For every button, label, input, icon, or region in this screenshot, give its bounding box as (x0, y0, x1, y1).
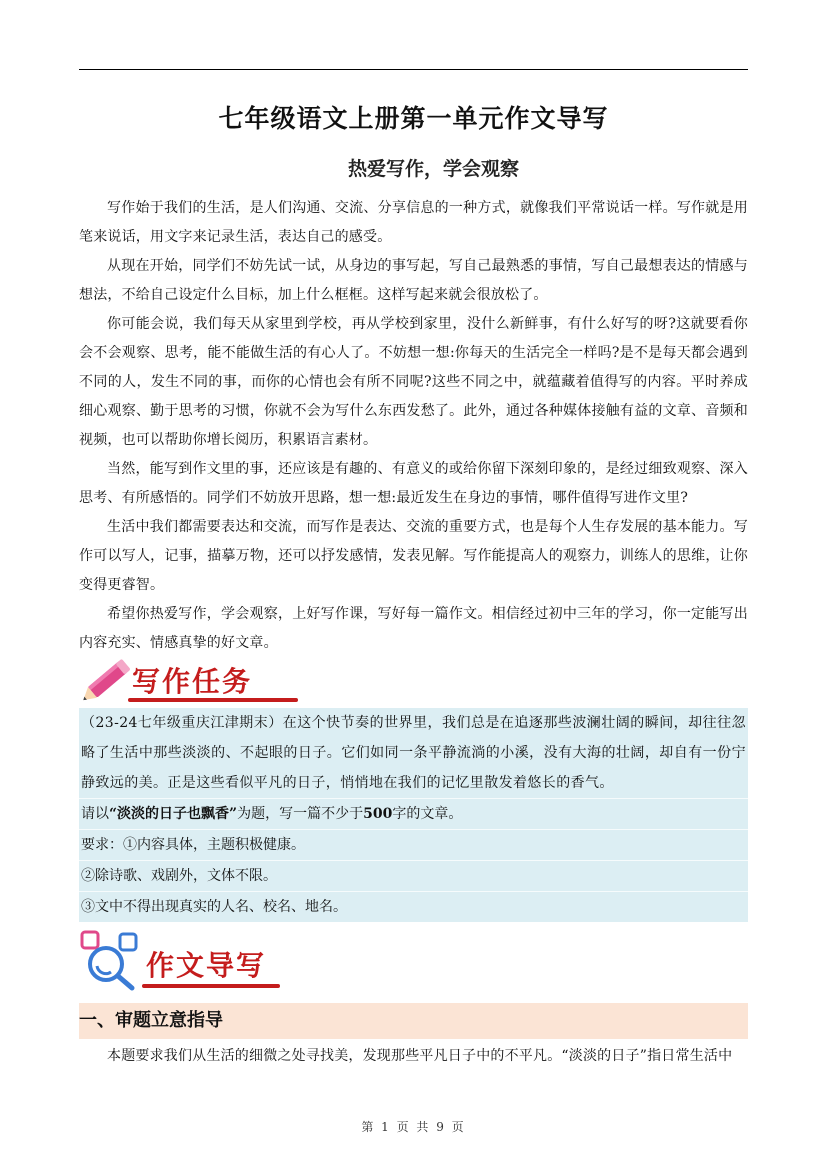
paragraph: 从现在开始，同学们不妨先试一试，从身边的事写起，写自己最熟悉的事情，写自己最想表达的情感与想法，不给自己设定什么目标，加上什么框框。这样写起来就会很放松了。 (79, 258, 748, 303)
requirement-1 (79, 829, 748, 860)
paragraph: 写作始于我们的生活，是人们沟通、交流、分享信息的一种方式，就像我们平常说话一样。写作就是用笔来说话，用文字来记录生活，表达自己的感受。 (79, 200, 748, 245)
writing-task-banner (80, 652, 280, 706)
banner-underline (128, 698, 298, 702)
requirement-2: ②除诗歌、戏剧外，文体不限。 (79, 860, 748, 891)
header-rule (79, 69, 748, 70)
task-intro: （23-24七年级重庆江津期末）在这个快节奏的世界里，我们总是在追逐那些波澜壮阔的瞬间，却往往忽略了生活中那些淡淡的、不起眼的日子。它们如同一条平静流淌的小溪，没有大海的壮阔，却自有一份宁静致远的美。正是这些看似平凡的日子，悄悄地在我们的记忆里散发着悠长的香气。 (79, 708, 748, 798)
prompt-text: 为题，写一篇不少于 (237, 806, 364, 822)
paragraph: 希望你热爱写作，学会观察，上好写作课，写好每一篇作文。相信经过初中三年的学习，你一定能写出内容充实、情感真挚的好文章。 (79, 606, 748, 651)
intro-text (79, 194, 748, 658)
requirement-label: 要求： (81, 837, 123, 853)
page-footer: 第 1 页 共 9 页 (361, 1120, 466, 1134)
banner-underline (142, 984, 280, 988)
prompt-text: 字的文章。 (392, 806, 463, 822)
requirement-3: ③文中不得出现真实的人名、校名、地名。 (79, 891, 748, 922)
task-prompt (79, 798, 748, 829)
page-subtitle: 热爱写作，学会观察 (347, 158, 519, 180)
paragraph: 生活中我们都需要表达和交流，而写作是表达、交流的重要方式，也是每个人生存发展的基本能力。写作可以写人，记事，描摹万物，还可以抒发感情，发表见解。写作能提高人的观察力，训练人的思维，让你变得更睿智。 (79, 519, 748, 593)
banner-title: 写作任务 (132, 665, 253, 698)
guidance-text (79, 1042, 748, 1071)
paragraph: 本题要求我们从生活的细微之处寻找美，发现那些平凡日子中的不平凡。“淡淡的日子”指日常生活中 (107, 1048, 733, 1064)
prompt-text: 请以 (81, 806, 109, 822)
prompt-title: “淡淡的日子也飘香” (109, 806, 238, 822)
task-box (79, 708, 748, 922)
page-title: 七年级语文上册第一单元作文导写 (218, 104, 609, 133)
search-magnifier-icon (80, 930, 142, 992)
section-heading: 一、审题立意指导 (79, 1003, 748, 1039)
paragraph: 你可能会说，我们每天从家里到学校，再从学校到家里，没什么新鲜事，有什么好写的呀?这就要看你会不会观察、思考，能不能做生活的有心人了。不妨想一想:你每天的生活完全一样吗?是不是每天都会遇到不同的人，发生不同的事，而你的心情也会有所不同呢?这些不同之中，就蕴藏着值得写的内容。平时养成细心观察、勤于思考的习惯，你就不会为写什么东西发愁了。此外，通过各种媒体接触有益的文章、音频和视频，也可以帮助你增长阅历，积累语言素材。 (79, 316, 748, 448)
prompt-word-count: 500 (363, 806, 393, 822)
writing-guide-banner (80, 930, 280, 992)
requirement-text: ①内容具体，主题积极健康。 (123, 837, 305, 853)
paragraph: 当然，能写到作文里的事，还应该是有趣的、有意义的或给你留下深刻印象的，是经过细致观察、深入思考、有所感悟的。同学们不妨放开思路，想一想:最近发生在身边的事情，哪件值得写进作文里? (79, 461, 748, 506)
banner-title: 作文导写 (146, 949, 267, 982)
